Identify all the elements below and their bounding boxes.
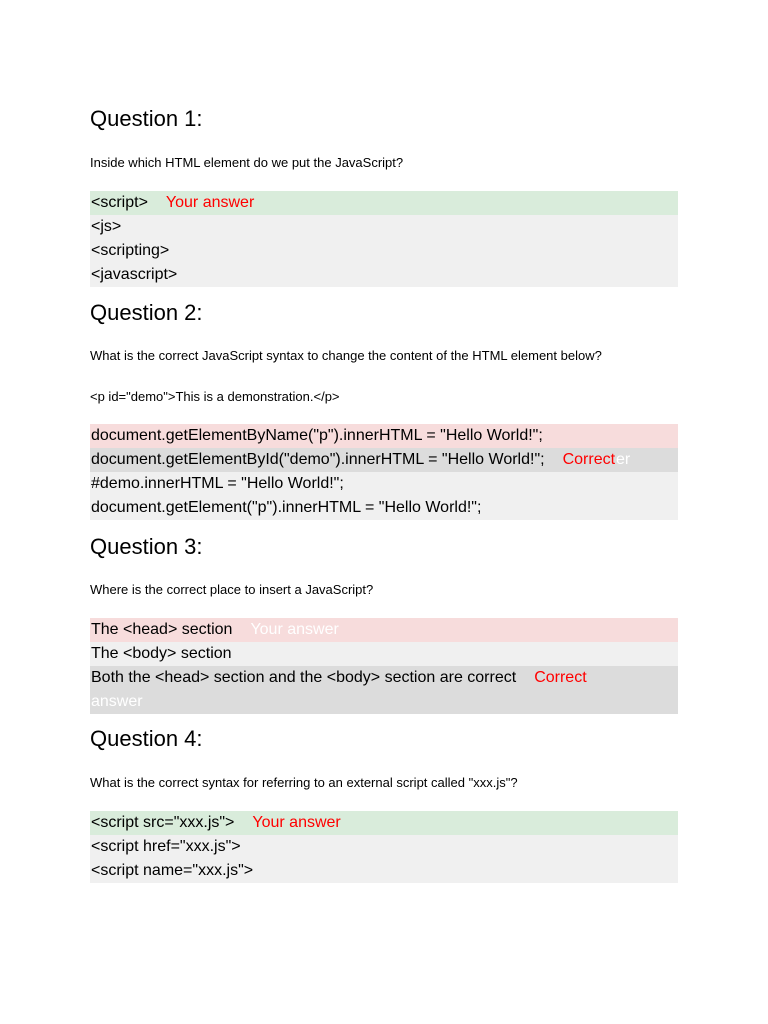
option-text: document.getElement("p").innerHTML = "Hello World!"; xyxy=(91,499,482,516)
option-text: <js> xyxy=(91,218,122,235)
question-4-options xyxy=(90,811,678,883)
question-3-option-2 xyxy=(90,642,678,666)
option-text: document.getElementById("demo").innerHTML = "Hello World!"; xyxy=(91,451,545,468)
question-3-option-3 xyxy=(90,666,678,714)
question-4-title: Question 4: xyxy=(90,726,203,751)
question-3-prompt: Where is the correct place to insert a JavaScript? xyxy=(90,582,374,597)
option-text: <script name="xxx.js"> xyxy=(91,862,254,879)
question-1-prompt: Inside which HTML element do we put the JavaScript? xyxy=(90,155,404,170)
correct-tag: Correct xyxy=(534,669,587,686)
option-text: #demo.innerHTML = "Hello World!"; xyxy=(91,475,344,492)
question-4-prompt: What is the correct syntax for referring to an external script called "xxx.js"? xyxy=(90,775,518,790)
question-1-option-1 xyxy=(90,191,678,215)
option-text: <scripting> xyxy=(91,242,170,259)
correct-tag-wrap: answer xyxy=(91,693,143,710)
option-text: <script src="xxx.js"> xyxy=(91,814,235,831)
option-text: <script href="xxx.js"> xyxy=(91,838,241,855)
question-2-option-2 xyxy=(90,448,678,472)
question-1-option-3 xyxy=(90,239,678,263)
question-2-options xyxy=(90,424,678,520)
option-text: <script> xyxy=(91,194,148,211)
question-4-option-2 xyxy=(90,835,678,859)
option-text: document.getElementByName("p").innerHTML = "Hello World!"; xyxy=(91,427,543,444)
question-1-options xyxy=(90,191,678,287)
question-1-option-2 xyxy=(90,215,678,239)
question-4-option-1 xyxy=(90,811,678,835)
option-text: The <head> section xyxy=(91,621,233,638)
option-text: Both the <head> section and the <body> section are correct xyxy=(91,669,517,686)
question-3-title: Question 3: xyxy=(90,534,203,559)
question-3-option-1 xyxy=(90,618,678,642)
correct-tag-overflow: er xyxy=(616,451,631,468)
question-2-option-4 xyxy=(90,496,678,520)
option-text: The <body> section xyxy=(91,645,232,662)
your-answer-tag: Your answer xyxy=(250,621,339,638)
question-2-title: Question 2: xyxy=(90,300,203,325)
question-2-code-snippet: <p id="demo">This is a demonstration.</p> xyxy=(90,389,340,404)
question-1-title: Question 1: xyxy=(90,106,203,131)
question-2-option-1 xyxy=(90,424,678,448)
your-answer-tag: Your answer xyxy=(252,814,341,831)
question-4-option-3 xyxy=(90,859,678,883)
question-1-option-4 xyxy=(90,263,678,287)
question-2-option-3 xyxy=(90,472,678,496)
option-text: <javascript> xyxy=(91,266,178,283)
question-3-options xyxy=(90,618,678,714)
your-answer-tag: Your answer xyxy=(165,194,255,211)
question-2-prompt: What is the correct JavaScript syntax to change the content of the HTML element below? xyxy=(90,348,602,363)
correct-tag: Correct xyxy=(562,451,616,468)
